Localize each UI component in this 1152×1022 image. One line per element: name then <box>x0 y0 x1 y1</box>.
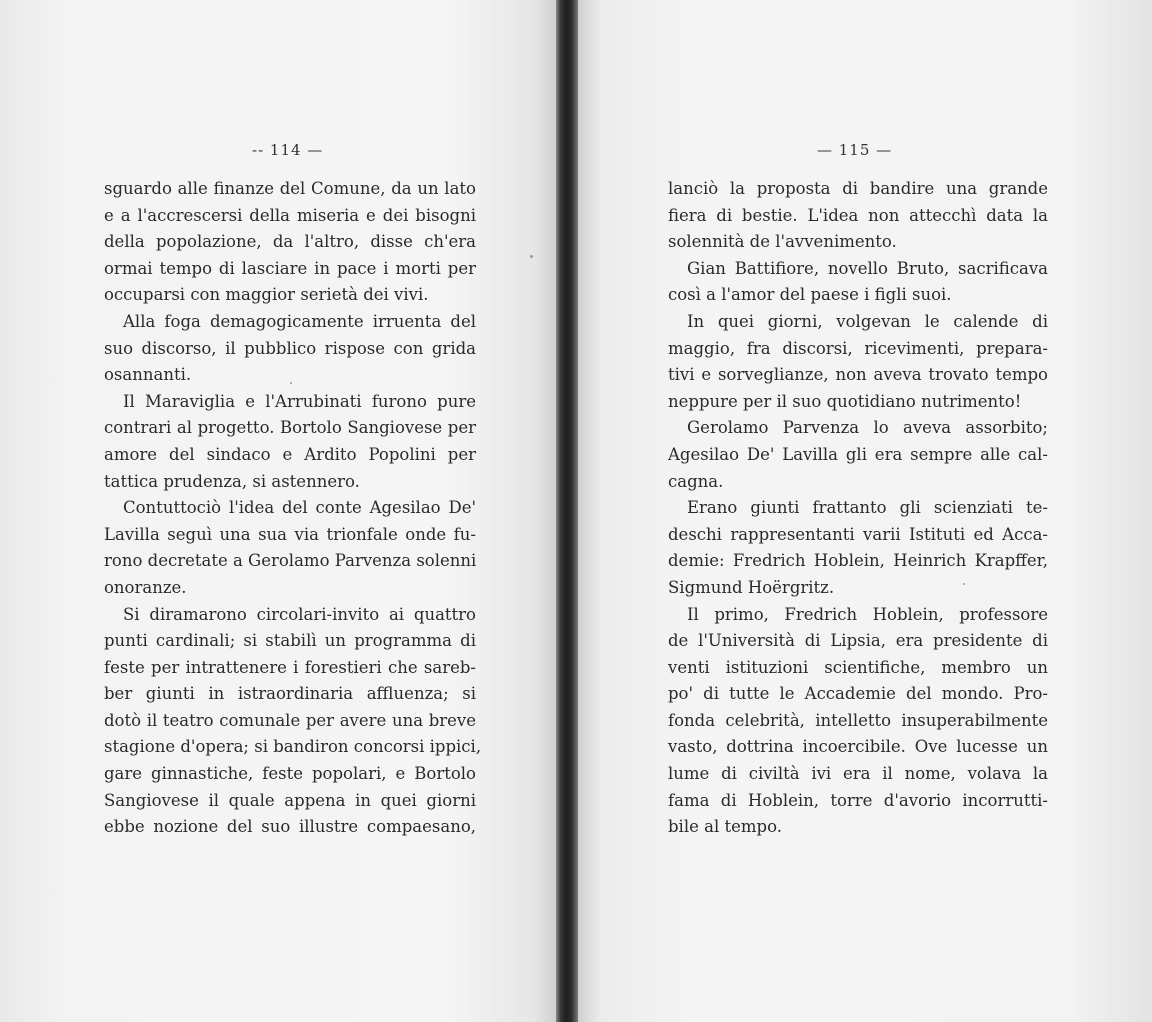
left-page <box>0 0 556 1022</box>
text-line: dotò il teatro comunale per avere una breve <box>104 710 476 730</box>
text-line: solennità de l'avvenimento. <box>668 232 897 252</box>
text-line: Gerolamo Parvenza lo aveva assorbito; <box>687 418 1048 438</box>
text-line: onoranze. <box>104 577 187 597</box>
text-line: venti istituzioni scientifiche, membro un <box>668 657 1048 677</box>
left-page-text <box>104 176 482 841</box>
text-line: Il primo, Fredrich Hoblein, professore <box>687 604 1048 624</box>
text-line: Alla foga demagogicamente irruenta del <box>123 311 476 331</box>
text-line: cagna. <box>668 471 724 491</box>
text-line: ber giunti in istraordinaria affluenza; si <box>104 684 476 704</box>
right-page-text <box>668 176 1048 841</box>
text-line: de l'Università di Lipsia, era presidente di <box>668 631 1048 651</box>
text-line: fonda celebrità, intelletto insuperabilmente <box>668 710 1048 730</box>
text-line: gare ginnastiche, feste popolari, e Bortolo <box>104 764 476 784</box>
text-line: ebbe nozione del suo illustre compaesano, <box>104 817 476 837</box>
text-line: sguardo alle finanze del Comune, da un lato <box>104 179 476 198</box>
text-line: suo discorso, il pubblico rispose con grida <box>104 338 476 358</box>
text-line: occuparsi con maggior serietà dei vivi. <box>104 285 429 305</box>
text-line: Agesilao De' Lavilla gli era sempre alle cal- <box>668 444 1048 464</box>
left-page-number: -- 114 — <box>252 141 324 159</box>
text-line: Gian Battifiore, novello Bruto, sacrificava <box>687 258 1048 278</box>
text-line: maggio, fra discorsi, ricevimenti, prepara- <box>668 338 1048 358</box>
text-line: vasto, dottrina incoercibile. Ove lucesse un <box>668 737 1048 757</box>
text-line: Erano giunti frattanto gli scienziati te- <box>687 498 1048 518</box>
text-line: tivi e sorveglianze, non aveva trovato tempo <box>668 365 1048 385</box>
text-line: e a l'accrescersi della miseria e dei bisogni <box>104 205 476 225</box>
text-line: Lavilla seguì una sua via trionfale onde fu- <box>104 524 476 544</box>
text-line: po' di tutte le Accademie del mondo. Pro- <box>668 684 1048 704</box>
text-line: Sangiovese il quale appena in quei giorni <box>104 790 476 810</box>
paper-speck <box>963 583 965 585</box>
text-line: deschi rappresentanti varii Istituti ed Acca- <box>668 524 1048 544</box>
text-line: stagione d'opera; si bandiron concorsi ippici, <box>104 737 482 757</box>
text-line: osannanti. <box>104 365 192 385</box>
right-page <box>578 0 1152 1022</box>
text-line: amore del sindaco e Ardito Popolini per <box>104 444 476 464</box>
text-line: fiera di bestie. L'idea non attecchì data la <box>668 205 1048 225</box>
text-line: feste per intrattenere i forestieri che sareb- <box>104 657 476 677</box>
paper-speck <box>290 382 292 384</box>
text-line: neppure per il suo quotidiano nutrimento! <box>668 391 1022 411</box>
text-line: Sigmund Hoërgritz. <box>668 577 835 597</box>
text-line: In quei giorni, volgevan le calende di <box>687 311 1048 331</box>
text-line: della popolazione, da l'altro, disse ch'era <box>104 232 476 252</box>
text-line: contrari al progetto. Bortolo Sangiovese per <box>104 418 476 438</box>
text-line: Si diramarono circolari-invito ai quattro <box>123 604 476 624</box>
text-line: lanciò la proposta di bandire una grande <box>668 179 1048 198</box>
text-line: Contuttociò l'idea del conte Agesilao De' <box>123 498 476 518</box>
text-line: ormai tempo di lasciare in pace i morti per <box>104 258 476 278</box>
text-line: lume di civiltà ivi era il nome, volava la <box>668 764 1048 784</box>
text-line: bile al tempo. <box>668 817 782 837</box>
text-line: Il Maraviglia e l'Arrubinati furono pure <box>123 391 476 411</box>
text-line: rono decretate a Gerolamo Parvenza solenni <box>104 551 477 571</box>
book-gutter <box>556 0 578 1022</box>
text-line: punti cardinali; si stabilì un programma di <box>104 631 476 651</box>
right-page-number: — 115 — <box>817 141 893 159</box>
paper-speck <box>530 255 533 258</box>
text-line: così a l'amor del paese i figli suoi. <box>668 285 952 305</box>
text-line: fama di Hoblein, torre d'avorio incorrutti- <box>668 790 1048 810</box>
text-line: tattica prudenza, si astennero. <box>104 471 360 491</box>
text-line: demie: Fredrich Hoblein, Heinrich Krapffer, <box>668 551 1048 571</box>
